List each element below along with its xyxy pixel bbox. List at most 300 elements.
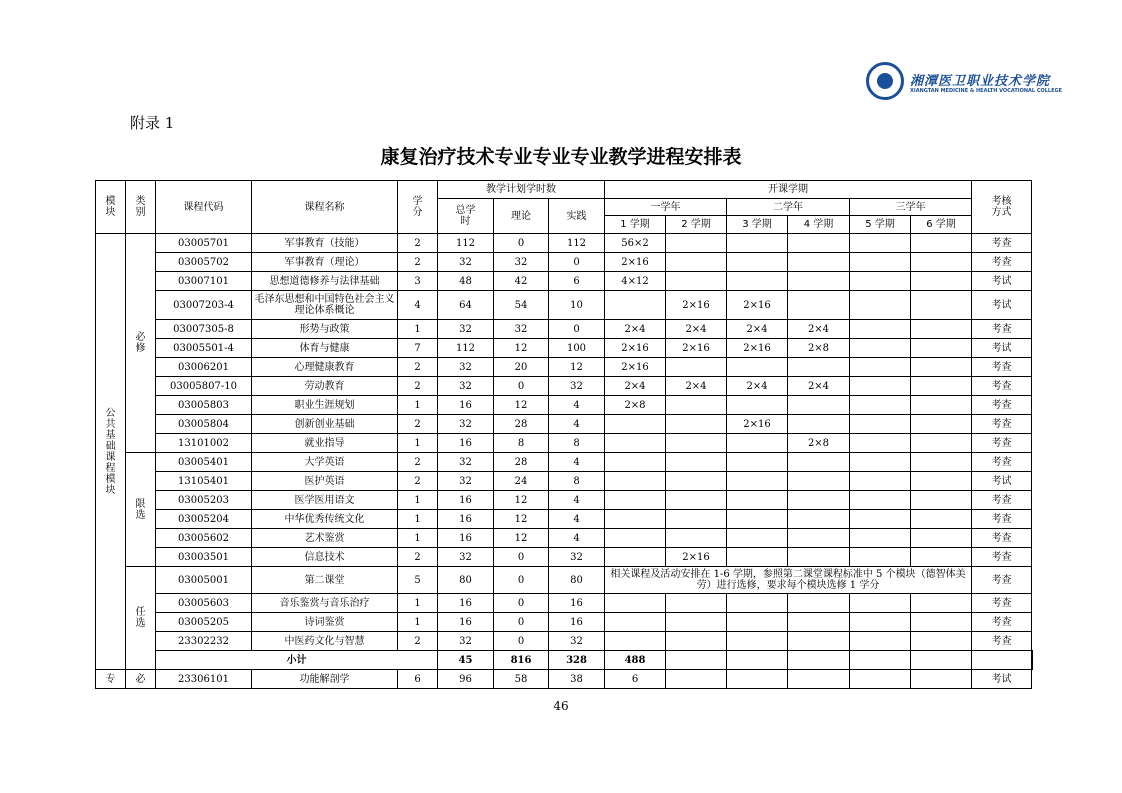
semester-hours-cell: [666, 632, 727, 651]
semester-hours-cell: [911, 396, 972, 415]
semester-hours-cell: [788, 272, 850, 291]
semester-hours-cell: [727, 613, 788, 632]
semester-hours-cell: [850, 670, 911, 689]
table-row: [96, 377, 1033, 396]
semester-hours-cell: 56×2: [605, 234, 666, 253]
theory-hours-cell: 20: [494, 358, 549, 377]
semester-hours-cell: [850, 415, 911, 434]
subtotal-label: 小计: [156, 651, 438, 670]
course-name-cell: 艺术鉴赏: [252, 529, 398, 548]
practice-hours-cell: 4: [549, 453, 605, 472]
subtotal-empty-cell: [972, 651, 1032, 670]
total-hours-cell: 32: [438, 472, 494, 491]
total-hours-cell: 16: [438, 396, 494, 415]
practice-hours-cell: 8: [549, 434, 605, 453]
theory-hours-cell: 12: [494, 529, 549, 548]
college-logo: [866, 62, 1063, 104]
practice-hours-cell: 0: [549, 320, 605, 339]
category-elective: 任 选: [126, 567, 156, 670]
course-name-cell: 体育与健康: [252, 339, 398, 358]
credit-cell: 6: [398, 670, 438, 689]
semester-hours-cell: [666, 670, 727, 689]
course-name-cell: 毛泽东思想和中国特色社会主义理论体系概论: [252, 291, 398, 320]
semester-hours-cell: [850, 453, 911, 472]
semester-hours-cell: [850, 253, 911, 272]
semester-hours-cell: [727, 670, 788, 689]
subtotal-empty-cell: [911, 651, 972, 670]
semester-hours-cell: [605, 453, 666, 472]
semester-hours-cell: [788, 415, 850, 434]
logo-chinese-name: 湘潭医卫职业技术学院: [910, 74, 1051, 89]
course-name-cell: 军事教育（理论）: [252, 253, 398, 272]
course-name-cell: 中医药文化与智慧: [252, 632, 398, 651]
module-public-basic: 公 共 基 础 课 程 模 块: [96, 234, 126, 670]
semester-hours-cell: [788, 529, 850, 548]
teaching-schedule-table: [95, 180, 1033, 689]
header-total-hours: 总学 时: [438, 199, 494, 234]
semester-hours-cell: 2×16: [605, 253, 666, 272]
second-classroom-note: 相关课程及活动安排在 1-6 学期，参照第二课堂课程标准中 5 个模块（德智体美劳）进行选修，要求每个模块选修 1 学分: [605, 567, 972, 594]
theory-hours-cell: 12: [494, 396, 549, 415]
semester-hours-cell: [911, 291, 972, 320]
credit-cell: 1: [398, 594, 438, 613]
total-hours-cell: 112: [438, 234, 494, 253]
table-row: [96, 613, 1033, 632]
header-credit: 学 分: [398, 181, 438, 234]
table-row: [96, 272, 1033, 291]
course-code-cell: 13105401: [156, 472, 252, 491]
header-year-3: 三学年: [850, 199, 972, 216]
subtotal-empty-cell: [788, 651, 850, 670]
course-name-cell: 中华优秀传统文化: [252, 510, 398, 529]
header-semester: 1 学期: [605, 216, 666, 234]
appendix-label: 附录 1: [130, 114, 175, 132]
subtotal-empty-cell: [666, 651, 727, 670]
total-hours-cell: 32: [438, 415, 494, 434]
exam-method-cell: 考试: [972, 472, 1032, 491]
total-hours-cell: 64: [438, 291, 494, 320]
semester-hours-cell: 2×4: [605, 377, 666, 396]
header-category: 类 别: [126, 181, 156, 234]
semester-hours-cell: [850, 529, 911, 548]
exam-method-cell: 考查: [972, 253, 1032, 272]
logo-english-name: XIANGTAN MEDICINE & HEALTH VOCATIONAL COLLEGE: [910, 88, 1063, 94]
practice-hours-cell: 16: [549, 594, 605, 613]
credit-cell: 4: [398, 291, 438, 320]
semester-hours-cell: [605, 491, 666, 510]
exam-method-cell: 考查: [972, 491, 1032, 510]
practice-hours-cell: 0: [549, 253, 605, 272]
credit-cell: 1: [398, 320, 438, 339]
practice-hours-cell: 10: [549, 291, 605, 320]
semester-hours-cell: [605, 291, 666, 320]
semester-hours-cell: [666, 272, 727, 291]
semester-hours-cell: [911, 253, 972, 272]
exam-method-cell: 考查: [972, 594, 1032, 613]
subtotal-theory-hours: 328: [549, 651, 605, 670]
theory-hours-cell: 58: [494, 670, 549, 689]
semester-hours-cell: [666, 613, 727, 632]
course-name-cell: 创新创业基础: [252, 415, 398, 434]
practice-hours-cell: 16: [549, 613, 605, 632]
semester-hours-cell: [850, 339, 911, 358]
semester-hours-cell: [666, 358, 727, 377]
college-emblem-icon: [866, 62, 904, 100]
semester-hours-cell: [666, 415, 727, 434]
course-code-cell: 23306101: [156, 670, 252, 689]
exam-method-cell: 考查: [972, 453, 1032, 472]
semester-hours-cell: [850, 396, 911, 415]
table-row: [96, 594, 1033, 613]
total-hours-cell: 32: [438, 453, 494, 472]
course-name-cell: 就业指导: [252, 434, 398, 453]
total-hours-cell: 16: [438, 510, 494, 529]
semester-hours-cell: [666, 453, 727, 472]
practice-hours-cell: 4: [549, 529, 605, 548]
theory-hours-cell: 0: [494, 377, 549, 396]
subtotal-row: [96, 651, 1033, 670]
practice-hours-cell: 12: [549, 358, 605, 377]
semester-hours-cell: [727, 272, 788, 291]
exam-method-cell: 考查: [972, 234, 1032, 253]
table-row: [96, 253, 1033, 272]
table-row: [96, 434, 1033, 453]
exam-method-cell: 考查: [972, 632, 1032, 651]
semester-hours-cell: [605, 434, 666, 453]
table-row: [96, 548, 1033, 567]
course-name-cell: 信息技术: [252, 548, 398, 567]
semester-hours-cell: [727, 632, 788, 651]
semester-hours-cell: 4×12: [605, 272, 666, 291]
semester-hours-cell: [666, 529, 727, 548]
semester-hours-cell: 2×16: [666, 291, 727, 320]
header-semester: 4 学期: [788, 216, 850, 234]
semester-hours-cell: [788, 510, 850, 529]
theory-hours-cell: 32: [494, 253, 549, 272]
course-code-cell: 13101002: [156, 434, 252, 453]
total-hours-cell: 16: [438, 529, 494, 548]
exam-method-cell: 考查: [972, 613, 1032, 632]
theory-hours-cell: 28: [494, 453, 549, 472]
credit-cell: 1: [398, 491, 438, 510]
course-name-cell: 心理健康教育: [252, 358, 398, 377]
semester-hours-cell: 2×16: [727, 339, 788, 358]
credit-cell: 2: [398, 548, 438, 567]
theory-hours-cell: 0: [494, 234, 549, 253]
exam-method-cell: 考查: [972, 358, 1032, 377]
module-major: 专: [96, 670, 126, 689]
course-name-cell: 医学医用语文: [252, 491, 398, 510]
subtotal-credit: 45: [438, 651, 494, 670]
header-practice: 实践: [549, 199, 605, 234]
semester-hours-cell: [788, 453, 850, 472]
semester-hours-cell: [911, 339, 972, 358]
practice-hours-cell: 80: [549, 567, 605, 594]
semester-hours-cell: [788, 291, 850, 320]
theory-hours-cell: 54: [494, 291, 549, 320]
semester-hours-cell: [911, 548, 972, 567]
subtotal-empty-cell: [727, 651, 788, 670]
semester-hours-cell: [727, 434, 788, 453]
semester-hours-cell: [911, 453, 972, 472]
table-row: [96, 415, 1033, 434]
semester-hours-cell: [850, 272, 911, 291]
practice-hours-cell: 4: [549, 415, 605, 434]
semester-hours-cell: 2×4: [666, 320, 727, 339]
practice-hours-cell: 32: [549, 632, 605, 651]
practice-hours-cell: 4: [549, 491, 605, 510]
semester-hours-cell: [911, 320, 972, 339]
total-hours-cell: 112: [438, 339, 494, 358]
category-required: 必 修: [126, 234, 156, 453]
page-title: 康复治疗技术专业专业专业教学进程安排表: [380, 146, 742, 168]
practice-hours-cell: 100: [549, 339, 605, 358]
semester-hours-cell: 2×4: [666, 377, 727, 396]
semester-hours-cell: 2×4: [727, 320, 788, 339]
credit-cell: 3: [398, 272, 438, 291]
semester-hours-cell: 2×16: [605, 358, 666, 377]
exam-method-cell: 考试: [972, 339, 1032, 358]
semester-hours-cell: 2×4: [788, 377, 850, 396]
semester-hours-cell: [850, 594, 911, 613]
course-name-cell: 大学英语: [252, 453, 398, 472]
header-semester: 5 学期: [850, 216, 911, 234]
semester-hours-cell: [666, 396, 727, 415]
total-hours-cell: 16: [438, 594, 494, 613]
semester-hours-cell: [788, 594, 850, 613]
credit-cell: 2: [398, 377, 438, 396]
course-code-cell: 03007305-8: [156, 320, 252, 339]
credit-cell: 1: [398, 510, 438, 529]
course-name-cell: 诗词鉴赏: [252, 613, 398, 632]
semester-hours-cell: [666, 234, 727, 253]
semester-hours-cell: 2×8: [788, 339, 850, 358]
semester-hours-cell: [788, 253, 850, 272]
course-code-cell: 23302232: [156, 632, 252, 651]
exam-method-cell: 考查: [972, 320, 1032, 339]
semester-hours-cell: [911, 670, 972, 689]
total-hours-cell: 16: [438, 613, 494, 632]
credit-cell: 2: [398, 472, 438, 491]
theory-hours-cell: 0: [494, 594, 549, 613]
theory-hours-cell: 24: [494, 472, 549, 491]
semester-hours-cell: [850, 358, 911, 377]
header-module: 模 块: [96, 181, 126, 234]
semester-hours-cell: [727, 529, 788, 548]
semester-hours-cell: 2×8: [605, 396, 666, 415]
semester-hours-cell: [605, 632, 666, 651]
semester-hours-cell: [850, 472, 911, 491]
course-name-cell: 医护英语: [252, 472, 398, 491]
subtotal-empty-cell: [850, 651, 911, 670]
table-row: [96, 320, 1033, 339]
credit-cell: 5: [398, 567, 438, 594]
practice-hours-cell: 38: [549, 670, 605, 689]
exam-method-cell: 考查: [972, 377, 1032, 396]
semester-hours-cell: [605, 415, 666, 434]
credit-cell: 2: [398, 253, 438, 272]
course-code-cell: 03005401: [156, 453, 252, 472]
practice-hours-cell: 112: [549, 234, 605, 253]
semester-hours-cell: [850, 491, 911, 510]
semester-hours-cell: 2×16: [666, 339, 727, 358]
semester-hours-cell: [911, 415, 972, 434]
semester-hours-cell: [788, 613, 850, 632]
semester-hours-cell: 2×8: [788, 434, 850, 453]
credit-cell: 1: [398, 613, 438, 632]
credit-cell: 2: [398, 234, 438, 253]
total-hours-cell: 48: [438, 272, 494, 291]
practice-hours-cell: 8: [549, 472, 605, 491]
semester-hours-cell: [666, 253, 727, 272]
semester-hours-cell: [911, 529, 972, 548]
exam-method-cell: 考查: [972, 415, 1032, 434]
semester-hours-cell: [850, 434, 911, 453]
semester-hours-cell: [788, 234, 850, 253]
header-course-code: 课程代码: [156, 181, 252, 234]
semester-hours-cell: [788, 632, 850, 651]
semester-hours-cell: [850, 234, 911, 253]
header-course-name: 课程名称: [252, 181, 398, 234]
exam-method-cell: 考查: [972, 567, 1032, 594]
practice-hours-cell: 32: [549, 548, 605, 567]
semester-hours-cell: [666, 491, 727, 510]
theory-hours-cell: 0: [494, 632, 549, 651]
course-name-cell: 军事教育（技能）: [252, 234, 398, 253]
course-code-cell: 03007203-4: [156, 291, 252, 320]
table-body: [96, 234, 1033, 689]
semester-hours-cell: 2×4: [727, 377, 788, 396]
credit-cell: 1: [398, 396, 438, 415]
header-semester: 2 学期: [666, 216, 727, 234]
course-code-cell: 03005807-10: [156, 377, 252, 396]
semester-hours-cell: [605, 594, 666, 613]
category-limited: 限 选: [126, 453, 156, 567]
semester-hours-cell: 2×16: [605, 339, 666, 358]
total-hours-cell: 32: [438, 632, 494, 651]
theory-hours-cell: 28: [494, 415, 549, 434]
semester-hours-cell: [911, 358, 972, 377]
semester-hours-cell: [911, 510, 972, 529]
theory-hours-cell: 42: [494, 272, 549, 291]
total-hours-cell: 32: [438, 320, 494, 339]
theory-hours-cell: 0: [494, 613, 549, 632]
semester-hours-cell: [788, 358, 850, 377]
semester-hours-cell: [666, 510, 727, 529]
page-number: 46: [553, 699, 569, 713]
course-code-cell: 03005204: [156, 510, 252, 529]
table-row: [96, 396, 1033, 415]
semester-hours-cell: [727, 491, 788, 510]
semester-hours-cell: [666, 594, 727, 613]
semester-hours-cell: [911, 632, 972, 651]
course-code-cell: 03005603: [156, 594, 252, 613]
course-code-cell: 03005803: [156, 396, 252, 415]
semester-hours-cell: [911, 472, 972, 491]
credit-cell: 2: [398, 415, 438, 434]
table-row: [96, 632, 1033, 651]
exam-method-cell: 考试: [972, 670, 1032, 689]
semester-hours-cell: 2×4: [605, 320, 666, 339]
total-hours-cell: 32: [438, 253, 494, 272]
semester-hours-cell: [911, 377, 972, 396]
table-row: [96, 491, 1033, 510]
theory-hours-cell: 0: [494, 567, 549, 594]
course-code-cell: 03005205: [156, 613, 252, 632]
semester-hours-cell: [788, 670, 850, 689]
course-code-cell: 03005701: [156, 234, 252, 253]
exam-method-cell: 考试: [972, 291, 1032, 320]
course-code-cell: 03005804: [156, 415, 252, 434]
subtotal-empty-cell: [1032, 651, 1033, 670]
semester-hours-cell: [788, 396, 850, 415]
semester-hours-cell: [911, 594, 972, 613]
theory-hours-cell: 12: [494, 510, 549, 529]
header-year-2: 二学年: [727, 199, 850, 216]
total-hours-cell: 32: [438, 377, 494, 396]
table-row: [96, 453, 1033, 472]
semester-hours-cell: [911, 491, 972, 510]
semester-hours-cell: [727, 548, 788, 567]
credit-cell: 1: [398, 529, 438, 548]
semester-hours-cell: [850, 510, 911, 529]
semester-hours-cell: 2×16: [666, 548, 727, 567]
semester-hours-cell: [605, 613, 666, 632]
semester-hours-cell: [727, 396, 788, 415]
total-hours-cell: 32: [438, 548, 494, 567]
semester-hours-cell: [788, 491, 850, 510]
course-name-cell: 劳动教育: [252, 377, 398, 396]
semester-hours-cell: [727, 510, 788, 529]
theory-hours-cell: 8: [494, 434, 549, 453]
header-year-1: 一学年: [605, 199, 727, 216]
semester-hours-cell: 2×4: [788, 320, 850, 339]
course-code-cell: 03003501: [156, 548, 252, 567]
exam-method-cell: 考查: [972, 434, 1032, 453]
semester-hours-cell: [605, 472, 666, 491]
semester-hours-cell: [788, 472, 850, 491]
semester-hours-cell: [666, 472, 727, 491]
credit-cell: 1: [398, 434, 438, 453]
course-code-cell: 03005702: [156, 253, 252, 272]
credit-cell: 2: [398, 632, 438, 651]
header-hours-group: 教学计划学时数: [438, 181, 605, 199]
course-name-cell: 职业生涯规划: [252, 396, 398, 415]
semester-hours-cell: [850, 632, 911, 651]
semester-hours-cell: [727, 453, 788, 472]
exam-method-cell: 考试: [972, 272, 1032, 291]
course-name-cell: 音乐鉴赏与音乐治疗: [252, 594, 398, 613]
semester-hours-cell: 6: [605, 670, 666, 689]
practice-hours-cell: 32: [549, 377, 605, 396]
semester-hours-cell: [605, 548, 666, 567]
semester-hours-cell: [850, 613, 911, 632]
semester-hours-cell: [605, 510, 666, 529]
total-hours-cell: 32: [438, 358, 494, 377]
semester-hours-cell: [911, 234, 972, 253]
total-hours-cell: 96: [438, 670, 494, 689]
semester-hours-cell: [727, 358, 788, 377]
table-row: [96, 529, 1033, 548]
total-hours-cell: 80: [438, 567, 494, 594]
semester-hours-cell: [850, 291, 911, 320]
semester-hours-cell: [850, 548, 911, 567]
course-name-cell: 第二课堂: [252, 567, 398, 594]
exam-method-cell: 考查: [972, 529, 1032, 548]
header-semester: 6 学期: [911, 216, 972, 234]
subtotal-practice-hours: 488: [605, 651, 666, 670]
practice-hours-cell: 4: [549, 396, 605, 415]
